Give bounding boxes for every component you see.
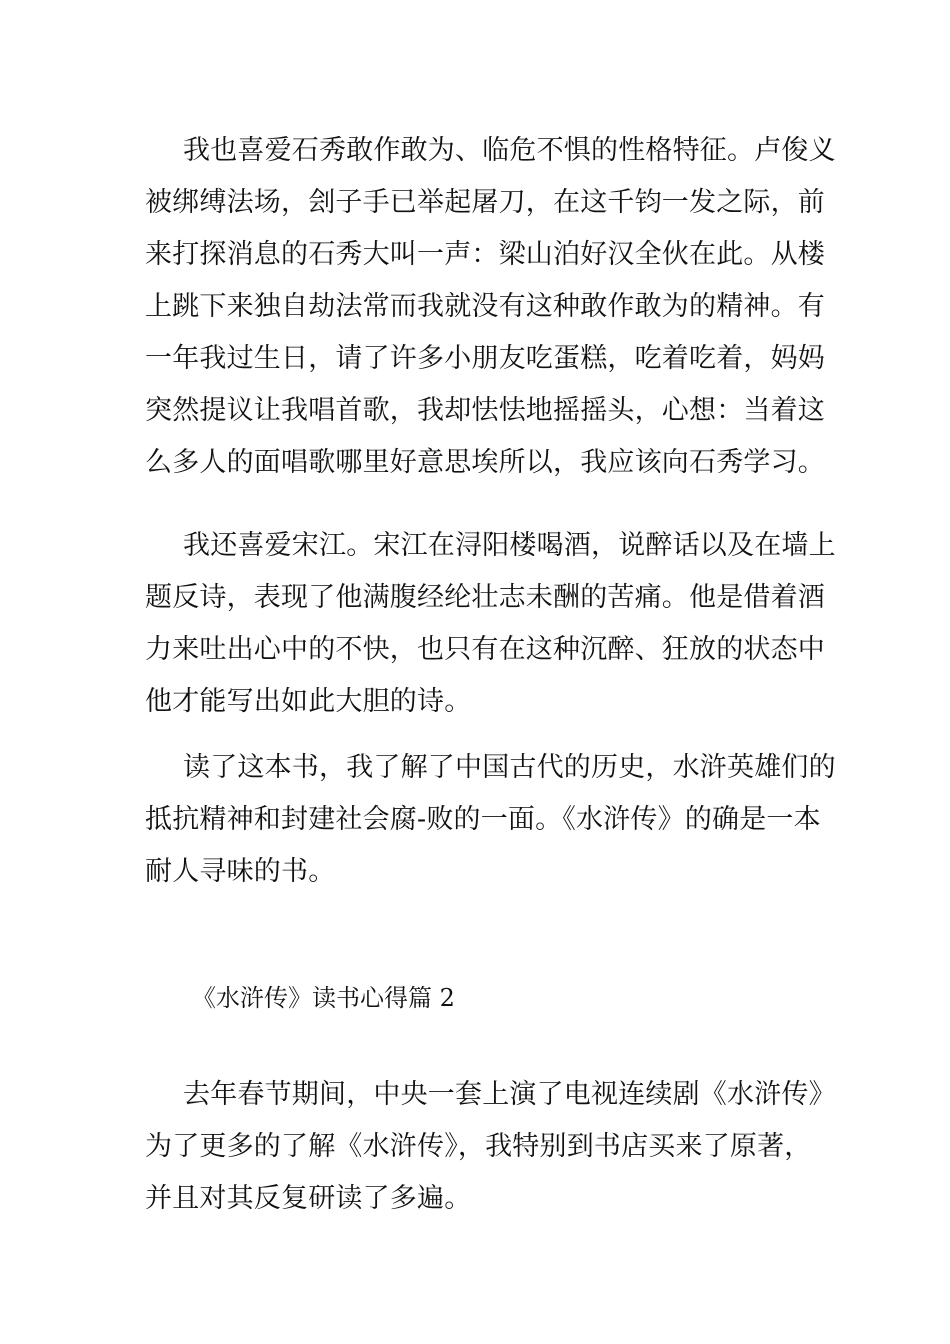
paragraph-line: 被绑缚法场，刽子手已举起屠刀，在这千钧一发之际，前 xyxy=(145,187,825,218)
paragraph-line: 突然提议让我唱首歌，我却怯怯地摇摇头，心想：当着这 xyxy=(145,395,825,426)
paragraph-line: 力来吐出心中的不快，也只有在这种沉醉、狂放的状态中 xyxy=(145,634,825,665)
paragraph-line: 上跳下来独自劫法常而我就没有这种敢作敢为的精神。有 xyxy=(145,291,825,322)
paragraph-line: 我还喜爱宋江。宋江在浔阳楼喝酒，说醉话以及在墙上 xyxy=(183,530,836,561)
paragraph-line: 么多人的面唱歌哪里好意思埃所以，我应该向石秀学习。 xyxy=(145,447,825,478)
paragraph-line: 去年春节期间，中央一套上演了电视连续剧《水浒传》 xyxy=(183,1079,836,1110)
paragraph-conclusion xyxy=(145,742,836,898)
paragraph-line: 为了更多的了解《水浒传》，我特别到书店买来了原著， xyxy=(145,1131,812,1162)
paragraph-line: 并且对其反复研读了多遍。 xyxy=(145,1183,472,1214)
paragraph-line: 我也喜爱石秀敢作敢为、临危不惧的性格特征。卢俊义 xyxy=(183,135,836,166)
paragraph-line: 他才能写出如此大胆的诗。 xyxy=(145,686,472,717)
paragraph-line: 一年我过生日，请了许多小朋友吃蛋糕，吃着吃着，妈妈 xyxy=(145,343,825,374)
paragraph-line: 读了这本书，我了解了中国古代的历史，水浒英雄们的 xyxy=(183,752,836,783)
paragraph-line: 题反诗，表现了他满腹经纶壮志未酬的苦痛。他是借着酒 xyxy=(145,582,825,613)
paragraph-intro-part2 xyxy=(145,1069,836,1225)
paragraph-line: 来打探消息的石秀大叫一声：梁山泊好汉全伙在此。从楼 xyxy=(145,239,825,270)
paragraph-line: 抵抗精神和封建社会腐-败的一面。《水浒传》的确是一本 xyxy=(145,804,821,835)
paragraph-line: 耐人寻味的书。 xyxy=(145,856,336,887)
section-title: 《水浒传》读书心得篇 2 xyxy=(192,984,455,1012)
paragraph-shixiu xyxy=(145,125,836,489)
paragraph-songjiang xyxy=(145,520,836,728)
